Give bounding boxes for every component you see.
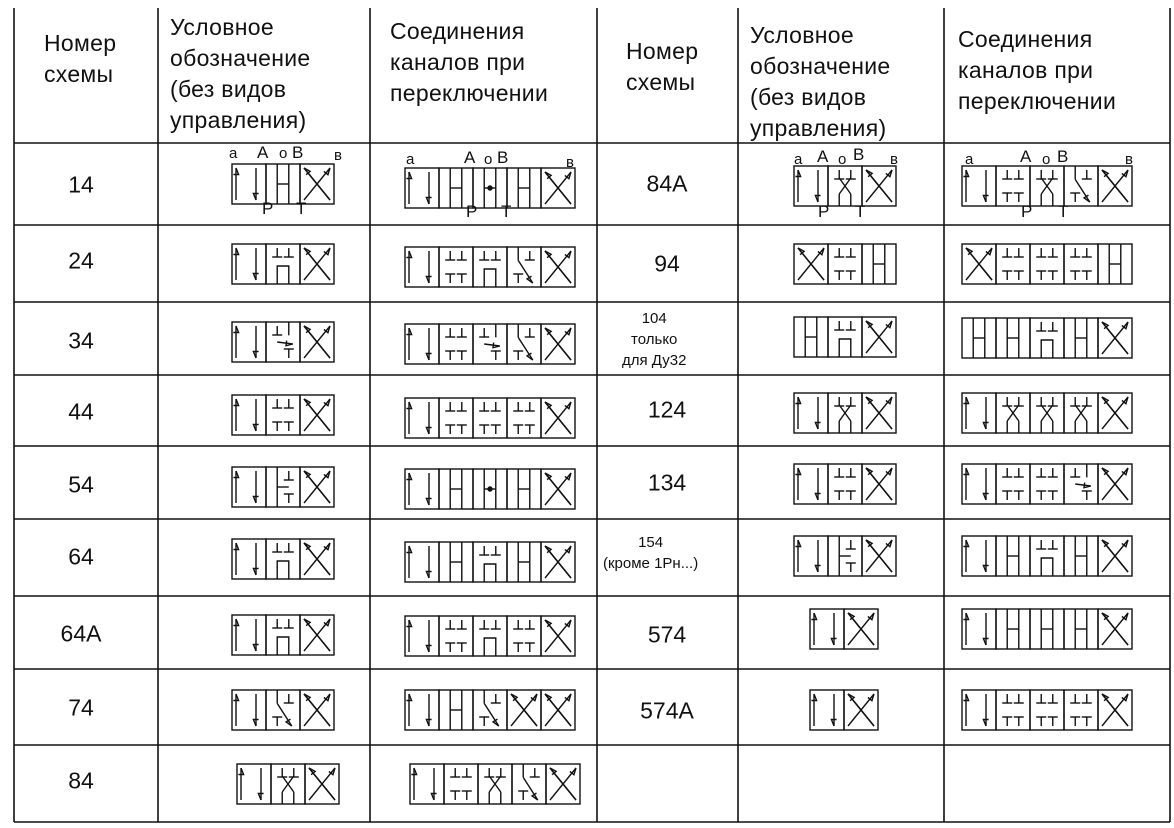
port-label-A: А bbox=[1020, 147, 1032, 166]
scheme-number: 84 bbox=[68, 767, 94, 794]
valve-symbol bbox=[960, 164, 1136, 208]
header-connections-right: Соединения каналов при переключении bbox=[958, 26, 1117, 114]
valve-symbol bbox=[230, 613, 338, 657]
scheme-number: 14 bbox=[68, 171, 94, 198]
port-label-P: Р bbox=[262, 199, 274, 218]
port-label-B: В bbox=[292, 143, 304, 162]
scheme-number: 24 bbox=[68, 247, 94, 274]
scheme-number: 94 bbox=[654, 250, 680, 277]
valve-symbol bbox=[403, 245, 579, 289]
valve-symbol bbox=[792, 462, 900, 506]
scheme-number: 574А bbox=[640, 697, 694, 724]
port-label-b: в bbox=[566, 154, 574, 171]
port-label-o: о bbox=[838, 151, 847, 168]
valve-symbol bbox=[403, 688, 579, 732]
valve-symbol bbox=[230, 162, 338, 206]
port-label-b: в bbox=[1125, 151, 1133, 168]
header-connections-left: Соединения каналов при переключении bbox=[390, 18, 549, 106]
port-label-o: о bbox=[1042, 151, 1051, 168]
valve-symbol bbox=[960, 534, 1136, 578]
scheme-number: 44 bbox=[68, 398, 94, 425]
valve-symbol bbox=[230, 465, 338, 509]
valve-symbol bbox=[960, 242, 1136, 286]
scheme-number: 64 bbox=[68, 543, 94, 570]
valve-symbol bbox=[792, 391, 900, 435]
port-label-A: А bbox=[817, 147, 829, 166]
port-label-P: Р bbox=[818, 202, 830, 221]
port-label-b: в bbox=[890, 151, 898, 168]
valve-symbol bbox=[403, 540, 579, 584]
header-number-right: Номер схемы bbox=[626, 38, 699, 95]
port-label-T: Т bbox=[296, 199, 307, 218]
port-label-P: Р bbox=[466, 202, 478, 221]
valve-symbol bbox=[235, 762, 343, 806]
header-number-left: Номер схемы bbox=[44, 30, 117, 87]
port-label-P: Р bbox=[1021, 202, 1033, 221]
valve-symbol bbox=[230, 242, 338, 286]
port-label-o: о bbox=[279, 145, 288, 162]
port-label-a: а bbox=[229, 145, 238, 162]
port-label-A: А bbox=[257, 143, 269, 162]
valve-symbol bbox=[230, 393, 338, 437]
valve-symbol bbox=[230, 688, 338, 732]
valve-symbol bbox=[230, 320, 338, 364]
scheme-number-note: 154 (кроме 1Рн...) bbox=[603, 534, 699, 572]
valve-symbol bbox=[230, 537, 338, 581]
port-label-a: а bbox=[794, 151, 803, 168]
port-label-B: В bbox=[497, 148, 509, 167]
port-label-T: Т bbox=[1058, 202, 1069, 221]
scheme-number: 34 bbox=[68, 327, 94, 354]
scheme-number: 124 bbox=[647, 396, 687, 423]
valve-symbol bbox=[960, 391, 1136, 435]
port-label-T: Т bbox=[855, 202, 866, 221]
valve-symbol bbox=[403, 396, 579, 440]
valve-symbol bbox=[960, 688, 1136, 732]
port-label-b: в bbox=[334, 147, 342, 164]
valve-symbol bbox=[792, 242, 900, 286]
port-label-o: о bbox=[484, 151, 493, 168]
valve-symbol bbox=[792, 534, 900, 578]
header-symbol-left: Условное обозначение (без видов управления) bbox=[170, 14, 311, 133]
port-label-A: А bbox=[464, 148, 476, 167]
scheme-number: 84А bbox=[646, 170, 688, 197]
valve-symbol bbox=[408, 762, 584, 806]
scheme-number: 54 bbox=[68, 471, 94, 498]
port-label-B: В bbox=[1057, 147, 1069, 166]
valve-symbol bbox=[960, 607, 1136, 651]
valve-symbol bbox=[808, 607, 882, 651]
valve-symbol bbox=[403, 467, 579, 511]
valve-symbol bbox=[792, 164, 900, 208]
valve-symbol bbox=[808, 688, 882, 732]
header-symbol-right: Условное обозначение (без видов управления) bbox=[750, 22, 891, 141]
scheme-number: 134 bbox=[647, 469, 687, 496]
valve-symbol bbox=[403, 614, 579, 658]
scheme-number: 64А bbox=[60, 620, 102, 647]
scheme-number: 74 bbox=[68, 694, 94, 721]
valve-symbol bbox=[960, 462, 1136, 506]
scheme-number: 574 bbox=[647, 621, 687, 648]
valve-symbol bbox=[792, 315, 900, 359]
scheme-number-note: 104 только для Ду32 bbox=[622, 310, 687, 369]
port-label-T: Т bbox=[501, 202, 512, 221]
port-label-a: а bbox=[965, 151, 974, 168]
port-label-B: В bbox=[853, 145, 865, 164]
port-label-a: а bbox=[406, 151, 415, 168]
valve-symbol bbox=[403, 322, 579, 366]
valve-symbol bbox=[960, 316, 1136, 360]
valve-symbol bbox=[403, 166, 579, 210]
